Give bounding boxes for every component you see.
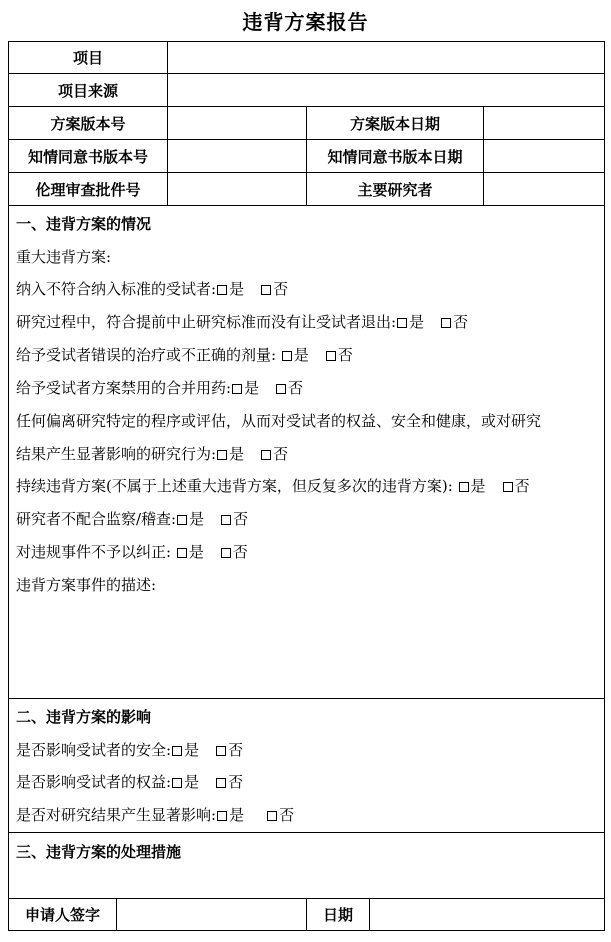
label-protocol-version-date: 方案版本日期 <box>306 106 484 140</box>
checkbox-yes[interactable] <box>397 318 407 328</box>
label-principal-investigator: 主要研究者 <box>306 172 484 206</box>
option-yes-label: 是 <box>293 346 309 364</box>
label-project-source: 项目来源 <box>8 73 168 107</box>
question-text: 是否对研究结果产生显著影响: <box>16 806 217 824</box>
checkbox-yes[interactable] <box>217 285 227 295</box>
field-date[interactable] <box>369 898 605 931</box>
option-yes-label: 是 <box>470 477 486 495</box>
question-no-correction <box>16 541 248 562</box>
checkbox-no[interactable] <box>326 351 336 361</box>
option-no-label: 否 <box>273 280 289 298</box>
question-text: 是否影响受试者的安全: <box>16 741 172 759</box>
field-applicant-signature[interactable] <box>116 898 307 931</box>
checkbox-no[interactable] <box>216 746 226 756</box>
question-text: 研究过程中，符合提前中止研究标准而没有让受试者退出: <box>16 313 397 331</box>
question-wrong-treatment <box>16 344 353 365</box>
option-no-label: 否 <box>288 379 304 397</box>
option-no-label: 否 <box>233 510 249 528</box>
checkbox-yes[interactable] <box>172 778 182 788</box>
section1-heading: 一、违背方案的情况 <box>16 215 152 233</box>
checkbox-yes[interactable] <box>177 548 187 558</box>
major-deviation-label: 重大违背方案: <box>16 248 112 266</box>
section2-heading: 二、违背方案的影响 <box>16 708 152 726</box>
field-protocol-version[interactable] <box>167 106 307 140</box>
field-protocol-version-date[interactable] <box>483 106 605 140</box>
checkbox-yes[interactable] <box>217 450 227 460</box>
label-applicant-signature: 申请人签字 <box>8 898 117 931</box>
field-ethics-approval-no[interactable] <box>167 172 307 206</box>
deviation-description-label: 违背方案事件的描述: <box>16 576 157 594</box>
question-text: 对违规事件不予以纠正: <box>16 543 172 561</box>
question-no-cooperation-audit <box>16 508 248 529</box>
question-procedure-deviation-line1: 任何偏离研究特定的程序或评估，从而对受试者的权益、安全和健康，或对研究 <box>16 412 542 430</box>
option-yes-label: 是 <box>229 280 245 298</box>
handling-measures-field[interactable] <box>8 862 605 898</box>
checkbox-yes[interactable] <box>177 515 187 525</box>
option-no-label: 否 <box>514 477 530 495</box>
field-icf-version-date[interactable] <box>483 139 605 173</box>
question-affects-rights <box>16 771 243 792</box>
checkbox-no[interactable] <box>441 318 451 328</box>
label-project: 项目 <box>8 41 168 74</box>
question-text: 持续违背方案(不属于上述重大违背方案，但反复多次的违背方案): <box>16 477 453 495</box>
section3-heading: 三、违背方案的处理措施 <box>16 843 182 861</box>
option-yes-label: 是 <box>229 445 245 463</box>
option-no-label: 否 <box>337 346 353 364</box>
checkbox-yes[interactable] <box>282 351 292 361</box>
question-text: 给予受试者方案禁用的合并用药: <box>16 379 232 397</box>
question-persistent-deviation <box>16 475 530 496</box>
option-no-label: 否 <box>228 773 244 791</box>
option-yes-label: 是 <box>188 543 204 561</box>
checkbox-no[interactable] <box>503 482 513 492</box>
question-text: 是否影响受试者的权益: <box>16 773 172 791</box>
label-ethics-approval-no: 伦理审查批件号 <box>8 172 168 206</box>
question-procedure-deviation <box>16 443 288 464</box>
question-text: 研究者不配合监察/稽查: <box>16 510 177 528</box>
question-prohibited-medication <box>16 377 303 398</box>
option-no-label: 否 <box>228 741 244 759</box>
option-no-label: 否 <box>273 445 289 463</box>
field-project[interactable] <box>167 41 605 74</box>
deviation-description-field[interactable] <box>8 596 605 698</box>
field-principal-investigator[interactable] <box>483 172 605 206</box>
label-icf-version: 知情同意书版本号 <box>8 139 168 173</box>
question-text: 结果产生显著影响的研究行为: <box>16 445 217 463</box>
label-protocol-version: 方案版本号 <box>8 106 168 140</box>
checkbox-no[interactable] <box>261 450 271 460</box>
checkbox-no[interactable] <box>216 778 226 788</box>
checkbox-yes[interactable] <box>232 384 242 394</box>
document-title: 违背方案报告 <box>242 10 369 34</box>
question-ineligible-subject <box>16 278 288 299</box>
field-project-source[interactable] <box>167 73 605 107</box>
field-icf-version[interactable] <box>167 139 307 173</box>
divider <box>8 698 605 699</box>
option-no-label: 否 <box>453 313 469 331</box>
option-yes-label: 是 <box>189 510 205 528</box>
option-yes-label: 是 <box>244 379 260 397</box>
question-text: 纳入不符合纳入标准的受试者: <box>16 280 217 298</box>
checkbox-yes[interactable] <box>459 482 469 492</box>
option-yes-label: 是 <box>184 741 200 759</box>
option-yes-label: 是 <box>229 806 245 824</box>
checkbox-no[interactable] <box>276 384 286 394</box>
option-yes-label: 是 <box>409 313 425 331</box>
question-text: 给予受试者错误的治疗或不正确的剂量: <box>16 346 277 364</box>
checkbox-no[interactable] <box>221 515 231 525</box>
option-no-label: 否 <box>232 543 248 561</box>
checkbox-no[interactable] <box>267 811 277 821</box>
question-affects-safety <box>16 739 243 760</box>
checkbox-yes[interactable] <box>217 811 227 821</box>
question-affects-results <box>16 804 294 825</box>
option-yes-label: 是 <box>184 773 200 791</box>
option-no-label: 否 <box>279 806 295 824</box>
label-date: 日期 <box>306 898 370 931</box>
label-icf-version-date: 知情同意书版本日期 <box>306 139 484 173</box>
divider <box>8 832 605 833</box>
checkbox-no[interactable] <box>261 285 271 295</box>
checkbox-yes[interactable] <box>172 746 182 756</box>
question-withdrawal-criteria <box>16 311 468 332</box>
checkbox-no[interactable] <box>221 548 231 558</box>
